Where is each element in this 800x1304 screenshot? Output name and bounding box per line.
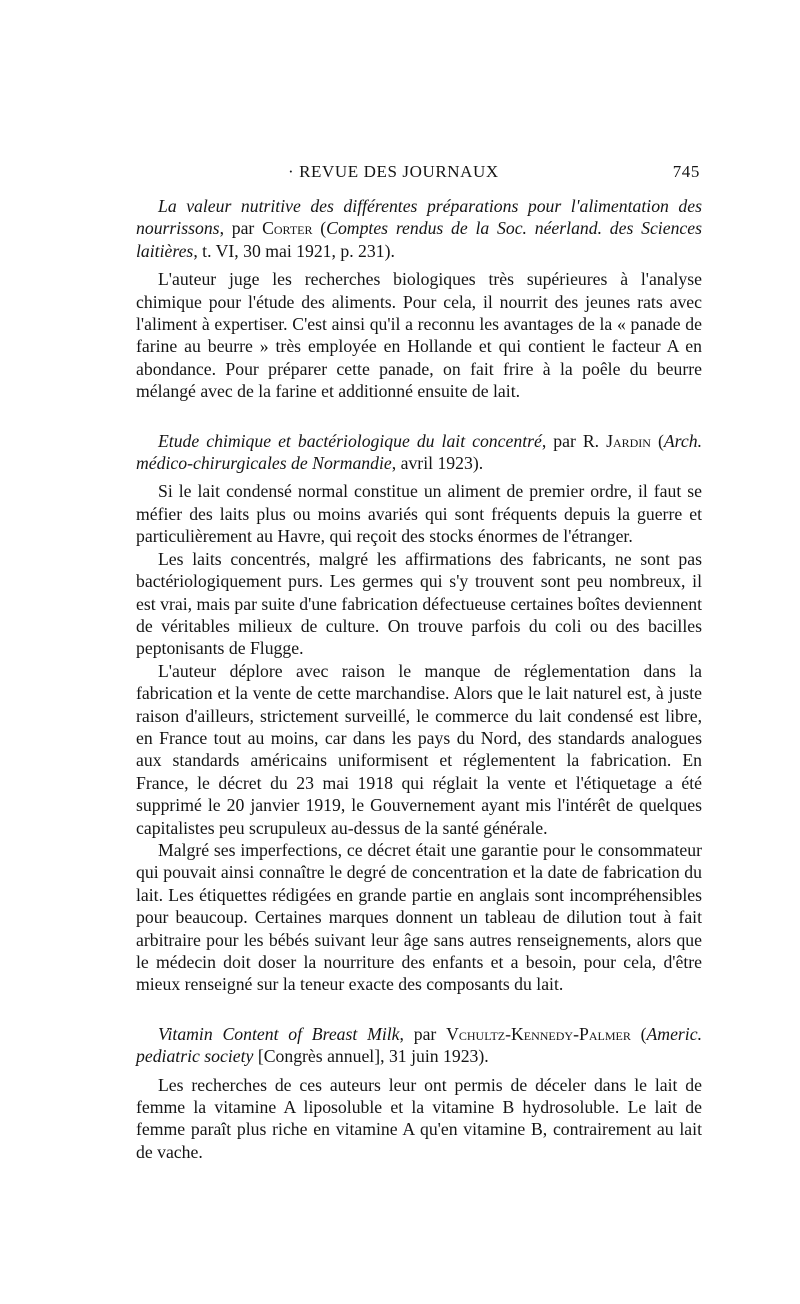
page-body <box>136 195 702 1163</box>
article-paragraph: Les recherches de ces auteurs leur ont permis de déceler dans le lait de femme la vitamine A liposoluble et la vitamine B hydrosoluble. Le lait de femme paraît plus riche en vitamine A qu'en vitamine B, contrairement au lait de vache. <box>136 1074 702 1162</box>
source-details: , avril 1923). <box>391 453 484 474</box>
author-prefix: , par R. <box>541 430 607 451</box>
article-paragraph: L'auteur déplore avec raison le manque de réglementation dans la fabrication et la vente de cette marchandise. Alors que le lait naturel est, à juste raison d'ailleurs, strictement surveillé, le commerce du lait condensé est libre, en France tout au moins, car dans les pays du Nord, des standards analogues aux standards américains uniformisent et réglementent la fabrication. En France, le décret du 23 mai 1918 qui réglait la vente et l'étiquetage a été supprimé le 20 janvier 1919, le Gouvernement ayant mis l'intérêt de quelques capitalistes peu scrupuleux au-dessus de la santé générale. <box>136 660 702 838</box>
page-header <box>140 162 700 186</box>
article-author: Corter <box>262 218 313 239</box>
running-head: · REVUE DES JOURNAUX <box>288 162 499 181</box>
source-open: ( <box>650 430 664 451</box>
article-3-heading <box>136 1023 702 1068</box>
article-1 <box>136 195 702 403</box>
article-source: Arch. médico-chirurgicales de Normandie <box>136 430 702 474</box>
author-prefix: , par <box>219 218 263 239</box>
article-2 <box>136 430 702 996</box>
article-paragraph: L'auteur juge les recherches biologiques très supérieures à l'analyse chimique pour l'étude des aliments. Pour cela, il nourrit des jeunes rats avec l'aliment à expertiser. C'est ainsi qu'il a reconnu les avantages de la « panade de farine au beurre » très employée en Hollande et qui contient le facteur A en abondance. Pour préparer cette panade, on fait frire à la poêle du beurre mélangé avec de la farine et additionné ensuite de lait. <box>136 269 702 402</box>
article-2-heading <box>136 430 702 475</box>
article-paragraph: Les laits concentrés, malgré les affirmations des fabricants, ne sont pas bactériologiquement purs. Les germes qui s'y trouvent sont peu nombreux, il est vrai, mais par suite d'une fabrication défectueuse certaines boîtes deviennent de véritables milieux de culture. On trouve parfois du coli ou des bacilles peptonisants de Flugge. <box>136 548 702 659</box>
article-title: La valeur nutritive des différentes préparations pour l'alimentation des nourrissons <box>136 196 702 239</box>
article-author: Vchultz-Kennedy-Palmer <box>446 1023 631 1044</box>
article-author: Jardin <box>606 430 651 451</box>
article-1-heading <box>136 195 702 262</box>
article-title: Vitamin Content of Breast Milk <box>158 1023 400 1044</box>
page-number: 745 <box>672 162 700 181</box>
article-paragraph: Malgré ses imperfections, ce décret était une garantie pour le consommateur qui pouvait ainsi connaître le degré de concentration et la date de fabrication du lait. Les étiquettes rédigées en grande partie en anglais sont incompréhensibles pour beaucoup. Certaines marques donnent un tableau de dilution tout à fait arbitraire pour les bébés suivant leur âge sans autres renseignements, alors que le médecin doit doser la nourriture des enfants et a besoin, pour cela, d'être mieux renseigné sur la teneur exacte des composants du lait. <box>136 839 702 995</box>
author-prefix: , par <box>399 1023 447 1044</box>
article-source: Americ. pediatric society <box>136 1023 702 1067</box>
article-paragraph: Si le lait condensé normal constitue un aliment de premier ordre, il faut se méfier des laits plus ou moins avariés qui sont fréquents depuis la guerre et particulièrement au Havre, qui reçoit des stocks énormes de l'étranger. <box>136 481 702 547</box>
source-open: ( <box>312 218 327 239</box>
article-3 <box>136 1023 702 1163</box>
article-source: Comptes rendus de la Soc. néerland. des Sciences laitières <box>136 218 702 261</box>
source-open: ( <box>630 1023 647 1044</box>
article-title: Etude chimique et bactériologique du lait concentré <box>158 430 542 451</box>
source-details: , t. VI, 30 mai 1921, p. 231). <box>193 240 395 261</box>
source-details: [Congrès annuel], 31 juin 1923). <box>253 1046 489 1067</box>
